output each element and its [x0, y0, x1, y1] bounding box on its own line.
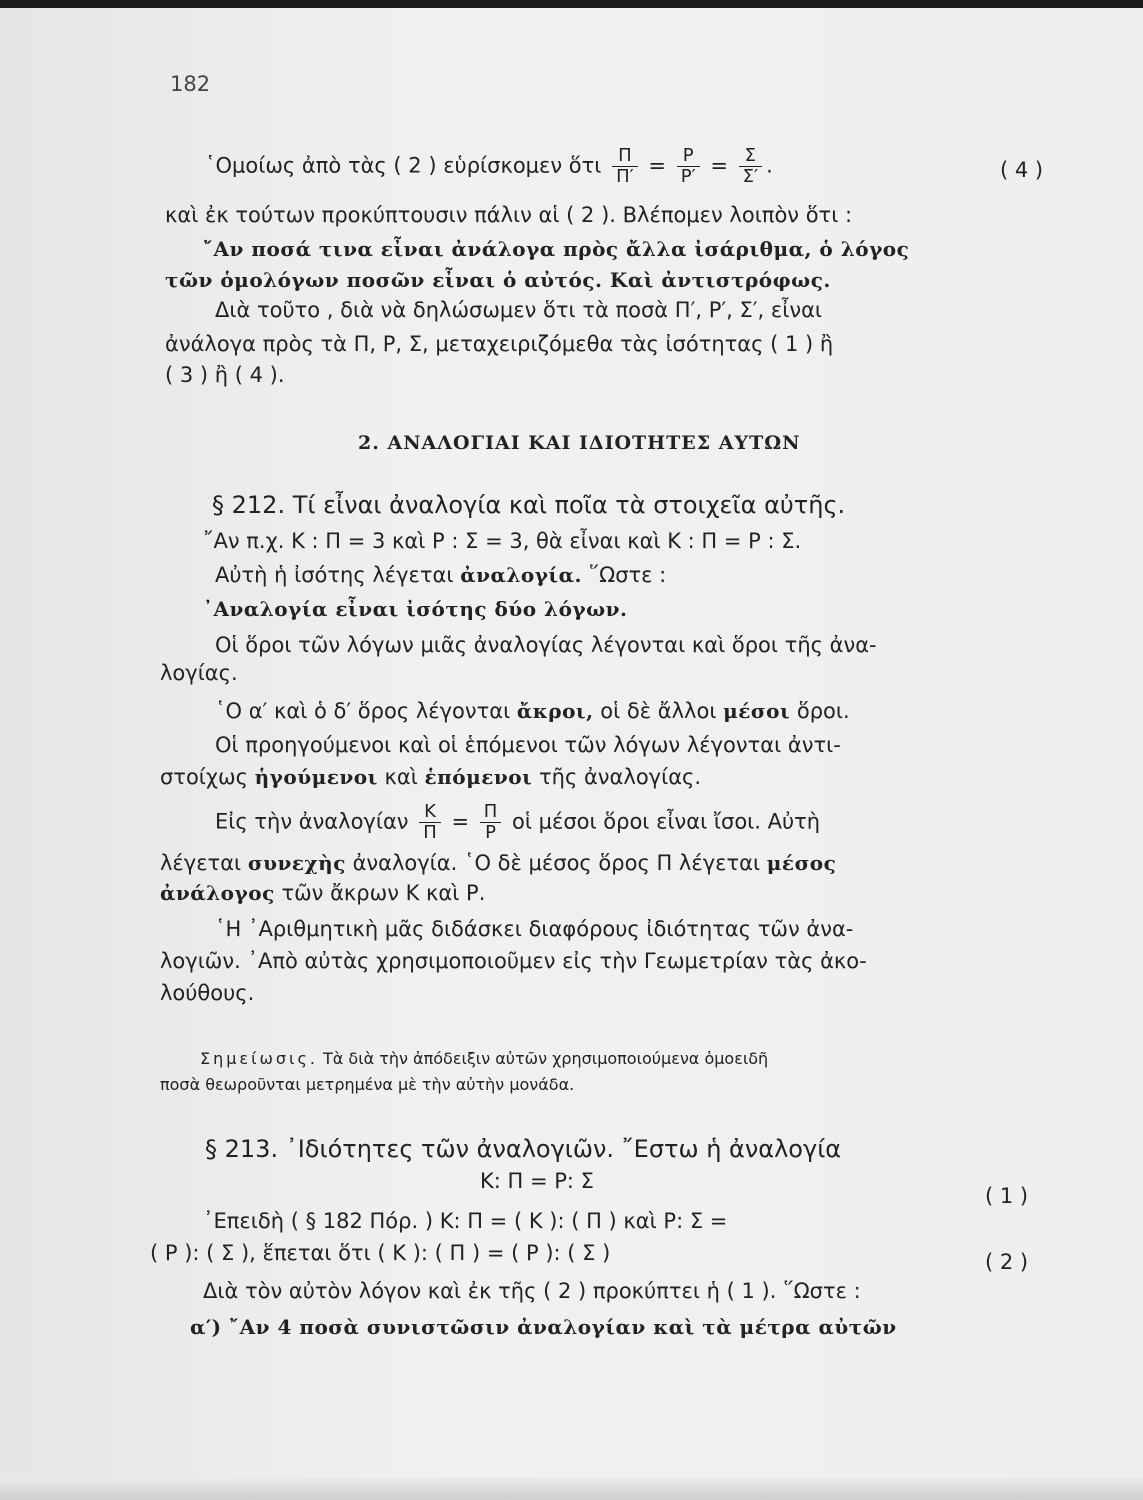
para2-line1: Διὰ τοῦτο , διὰ νὰ δηλώσωμεν ὅτι τὰ ποσὰ Π′, Ρ′, Σ′, εἶναι — [215, 298, 823, 322]
section-heading: 2. ΑΝΑΛΟΓΙΑΙ ΚΑΙ ΙΔΙΟΤΗΤΕΣ ΑΥΤΩΝ — [358, 432, 801, 454]
sec212-line12: ῾Η ᾿Αριθμητικὴ μᾶς διδάσκει διαφόρους ἰδιότητας τῶν ἀνα- — [215, 917, 854, 941]
sec212-line1: ῎Αν π.χ. Κ : Π = 3 καὶ Ρ : Σ = 3, θὰ εἶναι καὶ Κ : Π = Ρ : Σ. — [203, 529, 802, 553]
sec212-line4: Οἱ ὅροι τῶν λόγων μιᾶς ἀναλογίας λέγονται καὶ ὅροι τῆς ἀνα- — [215, 633, 877, 657]
section-213-title: § 213. ᾿Ιδιότητες τῶν ἀναλογιῶν. ῎Εστω ἡ ἀναλογία — [205, 1135, 842, 1163]
sec212-line7: Οἱ προηγούμενοι καὶ οἱ ἑπόμενοι τῶν λόγων λέγονται ἀντι- — [215, 733, 841, 757]
proportion-equation-1: Κ: Π = Ρ: Σ — [480, 1169, 594, 1193]
sec212-line11: ἀνάλογος τῶν ἄκρων Κ καὶ Ρ. — [160, 881, 486, 905]
para2-line2: ἀνάλογα πρὸς τὰ Π, Ρ, Σ, μεταχειριζόμεθα τὰς ἰσότητας ( 1 ) ἢ — [165, 332, 834, 356]
definition-analogy: ᾿Αναλογία εἶναι ἰσότης δύο λόγων. — [203, 597, 628, 621]
page-top-edge — [0, 0, 1143, 8]
page-bottom-edge — [0, 1478, 1143, 1500]
para1-line2: καὶ ἐκ τούτων προκύπτουσιν πάλιν αἱ ( 2 ). Βλέπομεν λοιπὸν ὅτι : — [165, 203, 853, 227]
para1-line1: ῾Ομοίως ἀπὸ τὰς ( 2 ) εὑρίσκομεν ὅτι $\frac{\Pi}{\Pi'}$ = $\frac{P}{P'}$ = $\frac{\Sigma}{\Sigma'}$ . — [205, 145, 773, 187]
equation-number-2: ( 2 ) — [985, 1250, 1029, 1274]
theorem-line1: ῎Αν ποσά τινα εἶναι ἀνάλογα πρὸς ἄλλα ἰσάριθμα, ὁ λόγος — [203, 237, 910, 261]
sec212-line8: στοίχως ἡγούμενοι καὶ ἑπόμενοι τῆς ἀναλογίας. — [160, 765, 702, 789]
fraction-pi: $\frac{\Pi}{\Pi'}$ — [612, 146, 638, 187]
sec212-line6: ῾Ο α′ καὶ ὁ δ′ ὅρος λέγονται ἄκροι, οἱ δὲ ἄλλοι μέσοι ὅροι. — [215, 699, 850, 723]
note-line1: Σημείωσις. Τὰ διὰ τὴν ἀπόδειξιν αὐτῶν χρησιμοποιούμενα ὁμοειδῆ — [200, 1049, 769, 1068]
fraction-pi-rho: $\frac{\Pi}{P}$ — [480, 802, 502, 843]
equation-number-1: ( 1 ) — [985, 1184, 1029, 1208]
sec213-line3: ( Ρ ): ( Σ ), ἕπεται ὅτι ( Κ ): ( Π ) = ( Ρ ): ( Σ ) — [150, 1241, 611, 1265]
sec213-line2: ᾿Επειδὴ ( § 182 Πόρ. ) Κ: Π = ( Κ ): ( Π ) καὶ Ρ: Σ = — [203, 1209, 728, 1233]
sec213-line4: Διὰ τὸν αὐτὸν λόγον καὶ ἐκ τῆς ( 2 ) προκύπτει ἡ ( 1 ). ῞Ωστε : — [203, 1279, 861, 1303]
sec212-line2: Αὐτὴ ἡ ἰσότης λέγεται ἀναλογία. ῞Ωστε : — [215, 563, 667, 587]
note-line2: ποσὰ θεωροῦνται μετρημένα μὲ τὴν αὐτὴν μονάδα. — [160, 1075, 575, 1094]
sec212-line10: λέγεται συνεχὴς ἀναλογία. ῾Ο δὲ μέσος ὅρος Π λέγεται μέσος — [160, 851, 837, 875]
sec213-line5: α′) ῎Αν 4 ποσὰ συνιστῶσιν ἀναλογίαν καὶ τὰ μέτρα αὐτῶν — [190, 1315, 897, 1339]
fraction-rho: $\frac{P}{P'}$ — [677, 146, 700, 187]
sec212-line9: Εἰς τὴν ἀναλογίαν $\frac{K}{\Pi}$ = $\frac{\Pi}{P}$ οἱ μέσοι ὅροι εἶναι ἴσοι. Αὐτὴ — [215, 801, 821, 843]
sec212-line14: λούθους. — [160, 981, 255, 1005]
theorem-line2: τῶν ὁμολόγων ποσῶν εἶναι ὁ αὐτός. Καὶ ἀντιστρόφως. — [165, 268, 831, 292]
sec212-line5: λογίας. — [160, 661, 238, 685]
fraction-k-pi: $\frac{K}{\Pi}$ — [419, 802, 441, 843]
para2-line3: ( 3 ) ἢ ( 4 ). — [165, 363, 285, 387]
page-number: 182 — [170, 72, 211, 96]
section-212-title: § 212. Τί εἶναι ἀναλογία καὶ ποῖα τὰ στοιχεῖα αὐτῆς. — [212, 491, 846, 519]
equation-number-4: ( 4 ) — [1000, 158, 1044, 182]
fraction-sigma: $\frac{\Sigma}{\Sigma'}$ — [739, 146, 762, 187]
sec212-line13: λογιῶν. ᾿Απὸ αὐτὰς χρησιμοποιοῦμεν εἰς τὴν Γεωμετρίαν τὰς ἀκο- — [160, 949, 867, 973]
